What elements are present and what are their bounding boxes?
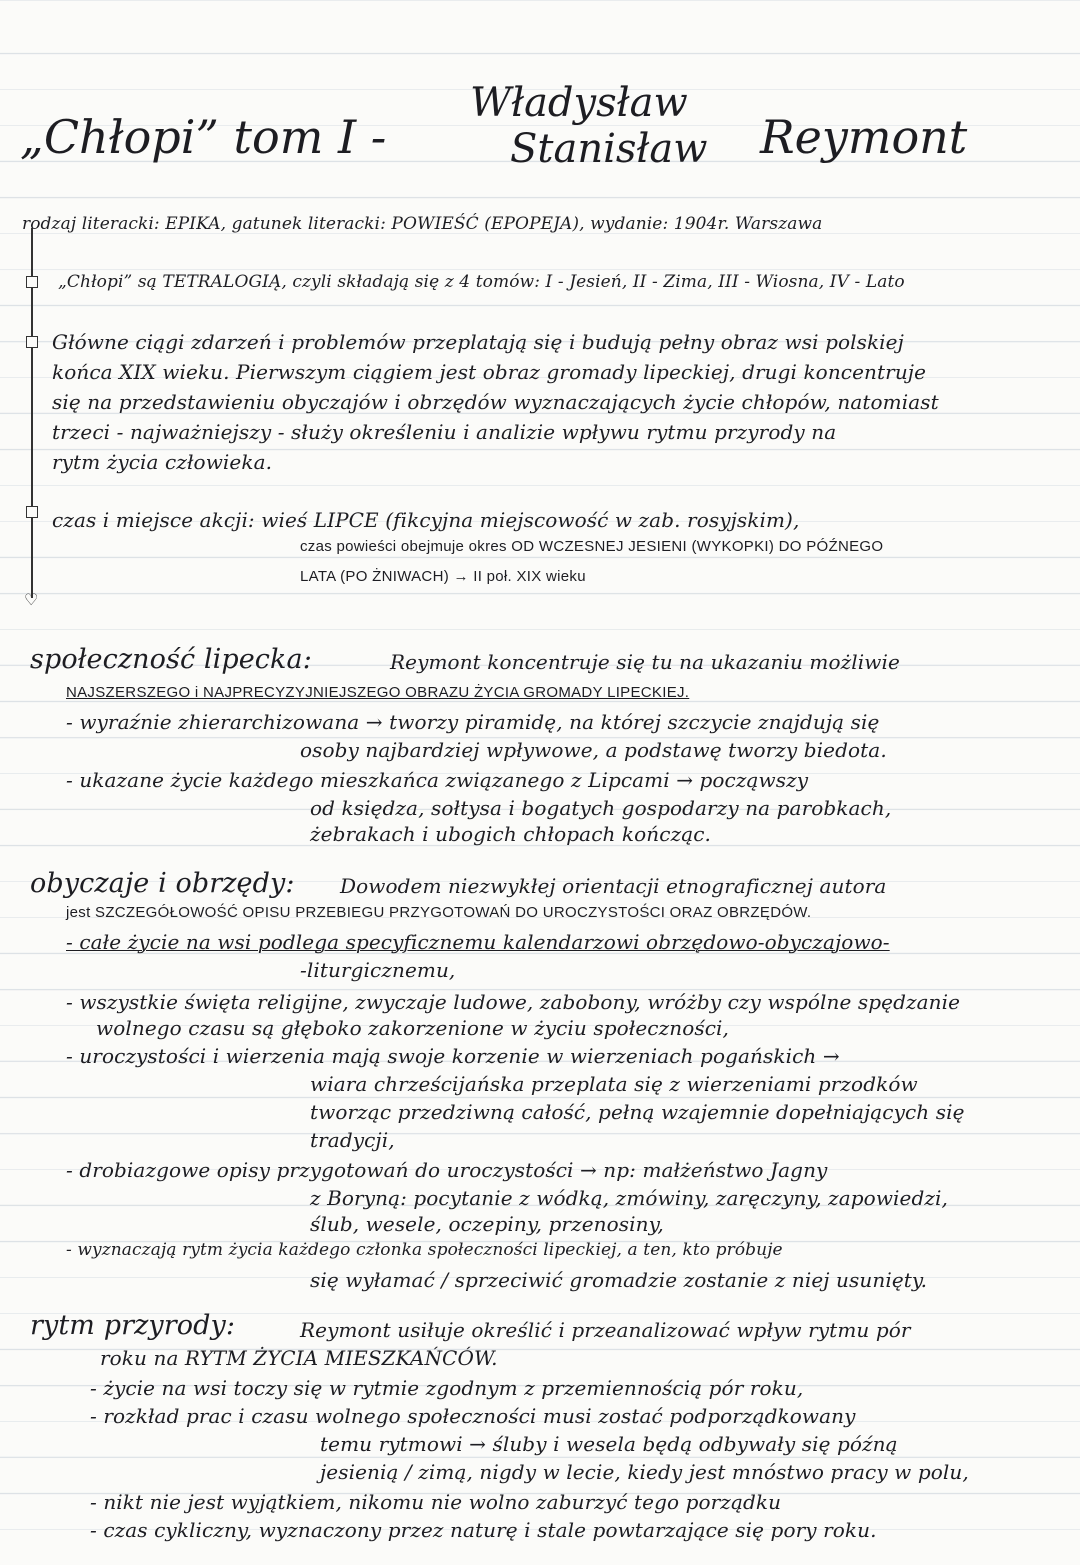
section-line: tradycji,: [310, 1128, 395, 1152]
section-line: od księdza, sołtysa i bogatych gospodarzy na parobkach,: [310, 796, 892, 820]
section-line: się wyłamać / sprzeciwić gromadzie zostanie z niej usunięty.: [310, 1268, 928, 1292]
main-threads-line: trzeci - najważniejszy - służy określeniu i analizie wpływu rytmu przyrody na: [52, 420, 837, 444]
section-line: Reymont koncentruje się tu na ukazaniu możliwie: [390, 650, 900, 674]
genre-line: rodzaj literacki: EPIKA, gatunek literacki: POWIEŚĆ (EPOPEJA), wydanie: 1904r. Warszawa: [22, 214, 823, 234]
section-line: -liturgicznemu,: [300, 958, 456, 982]
page-title: [20, 80, 1060, 198]
section-line: Reymont usiłuje określić i przeanalizować wpływ rytmu pór: [300, 1318, 911, 1342]
section-line: Dowodem niezwykłej orientacji etnograficznej autora: [340, 874, 887, 898]
section-heading: rytm przyrody:: [30, 1310, 236, 1341]
section-line: - wyznaczają rytm życia każdego członka społeczności lipeckiej, a ten, kto próbuje: [66, 1240, 783, 1260]
main-threads-line: się na przedstawieniu obyczajów i obrzędów wyznaczających życie chłopów, natomiast: [52, 390, 939, 414]
tetralogy-line: „Chłopi” są TETRALOGIĄ, czyli składają się z 4 tomów: I - Jesień, II - Zima, III - Wiosna, IV - Lato: [58, 272, 905, 292]
section-line: osoby najbardziej wpływowe, a podstawę tworzy biedota.: [300, 738, 887, 762]
section-line: - nikt nie jest wyjątkiem, nikomu nie wolno zaburzyć tego porządku: [90, 1490, 782, 1514]
title-part-2: Władysław: [470, 80, 688, 126]
section-line: - wszystkie święta religijne, zwyczaje ludowe, zabobony, wróżby czy wspólne spędzanie: [66, 990, 961, 1014]
timeline-decoration: [26, 228, 38, 608]
main-threads-line: końca XIX wieku. Pierwszym ciągiem jest obraz gromady lipeckiej, drugi koncentruje: [52, 360, 927, 384]
heart-icon: ♡: [24, 590, 39, 609]
section-line: roku na RYTM ŻYCIA MIESZKAŃCÓW.: [100, 1346, 498, 1370]
section-line: - życie na wsi toczy się w rytmie zgodnym z przemiennością pór roku,: [90, 1376, 804, 1400]
section-line: - drobiazgowe opisy przygotowań do uroczystości → np: małżeństwo Jagny: [66, 1158, 828, 1182]
section-line: - czas cykliczny, wyznaczony przez naturę i stale powtarzające się pory roku.: [90, 1518, 877, 1542]
title-part-1: „Chłopi” tom I -: [20, 110, 387, 164]
section-line: - wyraźnie zhierarchizowana → tworzy piramidę, na której szczycie znajdują się: [66, 710, 880, 734]
section-line: jesienią / zimą, nigdy w lecie, kiedy jest mnóstwo pracy w polu,: [320, 1460, 969, 1484]
section-heading: społeczność lipecka:: [30, 644, 312, 675]
section-line: wolnego czasu są głęboko zakorzenione w życiu społeczności,: [96, 1016, 729, 1040]
title-part-3: Stanisław: [510, 126, 708, 172]
section-heading: obyczaje i obrzędy:: [30, 868, 295, 899]
main-threads-line: rytm życia człowieka.: [52, 450, 273, 474]
section-line: - ukazane życie każdego mieszkańca związanego z Lipcami → począwszy: [66, 768, 809, 792]
setting-line: LATA (PO ŻNIWACH) → II poł. XIX wieku: [300, 568, 586, 585]
setting-line: czas powieści obejmuje okres OD WCZESNEJ JESIENI (WYKOPKI) DO PÓŹNEGO: [300, 538, 884, 555]
main-threads-line: Główne ciągi zdarzeń i problemów przeplatają się i budują pełny obraz wsi polskiej: [52, 330, 904, 354]
setting-line: czas i miejsce akcji: wieś LIPCE (fikcyjna miejscowość w zab. rosyjskim),: [52, 508, 800, 532]
checkbox-icon: [26, 506, 38, 518]
section-line: - uroczystości i wierzenia mają swoje korzenie w wierzeniach pogańskich →: [66, 1044, 840, 1068]
section-line: żebrakach i ubogich chłopach kończąc.: [310, 822, 711, 846]
checkbox-icon: [26, 336, 38, 348]
section-line: NAJSZERSZEGO i NAJPRECYZYJNIEJSZEGO OBRAZU ŻYCIA GROMADY LIPECKIEJ.: [66, 684, 690, 701]
title-part-4: Reymont: [760, 110, 968, 164]
checkbox-icon: [26, 276, 38, 288]
section-line: ślub, wesele, oczepiny, przenosiny,: [310, 1212, 664, 1236]
section-line: jest SZCZEGÓŁOWOŚĆ OPISU PRZEBIEGU PRZYGOTOWAŃ DO UROCZYSTOŚCI ORAZ OBRZĘDÓW.: [66, 904, 812, 921]
section-line: - rozkład prac i czasu wolnego społeczności musi zostać podporządkowany: [90, 1404, 856, 1428]
section-line: wiara chrześcijańska przeplata się z wierzeniami przodków: [310, 1072, 918, 1096]
section-line: tworząc przedziwną całość, pełną wzajemnie dopełniających się: [310, 1100, 965, 1124]
section-line: temu rytmowi → śluby i wesela będą odbywały się późną: [320, 1432, 898, 1456]
section-line: - całe życie na wsi podlega specyficznemu kalendarzowi obrzędowo-obyczajowo-: [66, 930, 890, 954]
section-line: z Boryną: pocytanie z wódką, zmówiny, zaręczyny, zapowiedzi,: [310, 1186, 948, 1210]
